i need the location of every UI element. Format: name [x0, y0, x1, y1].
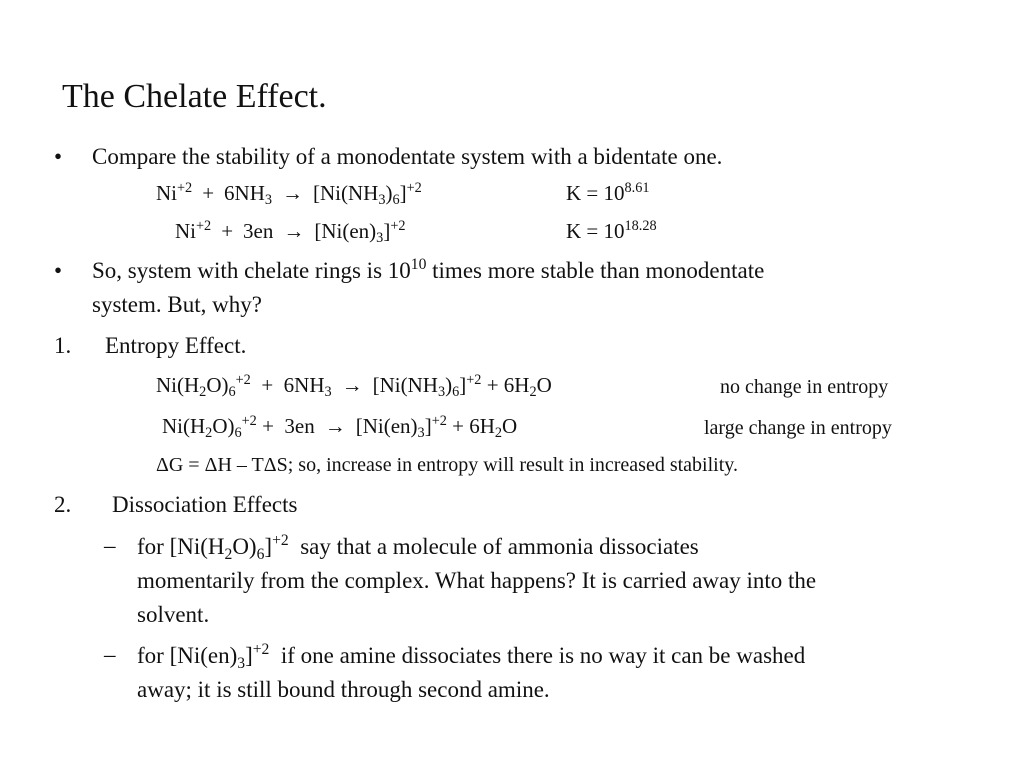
sub-item-1-line-2: momentarily from the complex. What happens? It is carried away into the: [137, 568, 817, 593]
list-number-1: 1.: [54, 333, 72, 358]
slide-title: The Chelate Effect.: [62, 78, 327, 115]
equation-4: $Ni(H_2O)_6^{+2} + 3en \to [Ni(en)_3]^{+2} + 6H_2O$: [162, 413, 518, 442]
item-1-label: Entropy Effect.: [105, 333, 247, 358]
dash-marker: –: [104, 642, 116, 667]
bullet-2-line-2: system. But, why?: [92, 292, 262, 317]
equation-3: $Ni(H_2O)_6^{+2} + 6NH_3 \to [Ni(NH_3)_6]^{+2} + 6H_2O$: [156, 372, 552, 401]
sub-item-1-text: for $[Ni(H_2O)_6]^{+2}$ say that a molecule of ammonia dissociates: [137, 532, 699, 563]
item-2-label: Dissociation Effects: [112, 492, 298, 517]
sub-item-1-line-3: solvent.: [137, 602, 210, 627]
sub-item-2-text: for $[Ni(en)_3]^{+2}$ if one amine dissociates there is no way it can be washed: [137, 641, 806, 672]
equation-3-note: no change in entropy: [720, 376, 889, 398]
bullet-marker: •: [54, 258, 63, 283]
bullet-marker: •: [54, 144, 63, 169]
equation-1-k: $K = 10^{8.61}$: [566, 180, 650, 205]
sub-item-2-line-2: away; it is still bound through second amine.: [137, 677, 550, 702]
gibbs-equation-line: ΔG = ΔH – TΔS; so, increase in entropy will result in increased stability.: [156, 454, 738, 476]
equation-2-k: $K = 10^{18.28}$: [566, 218, 657, 243]
bullet-1-text: Compare the stability of a monodentate system with a bidentate one.: [92, 144, 723, 169]
dash-marker: –: [104, 533, 116, 558]
list-number-2: 2.: [54, 492, 72, 517]
equation-1: $Ni^{+2} + 6NH_3 \to [Ni(NH_3)_6]^{+2}$: [156, 180, 422, 209]
equation-2: $Ni^{+2} + 3en \to [Ni(en)_3]^{+2}$: [175, 218, 406, 247]
bullet-2-text: So, system with chelate rings is $10^{10}$ times more stable than monodentate: [92, 256, 765, 283]
equation-4-note: large change in entropy: [704, 417, 892, 439]
